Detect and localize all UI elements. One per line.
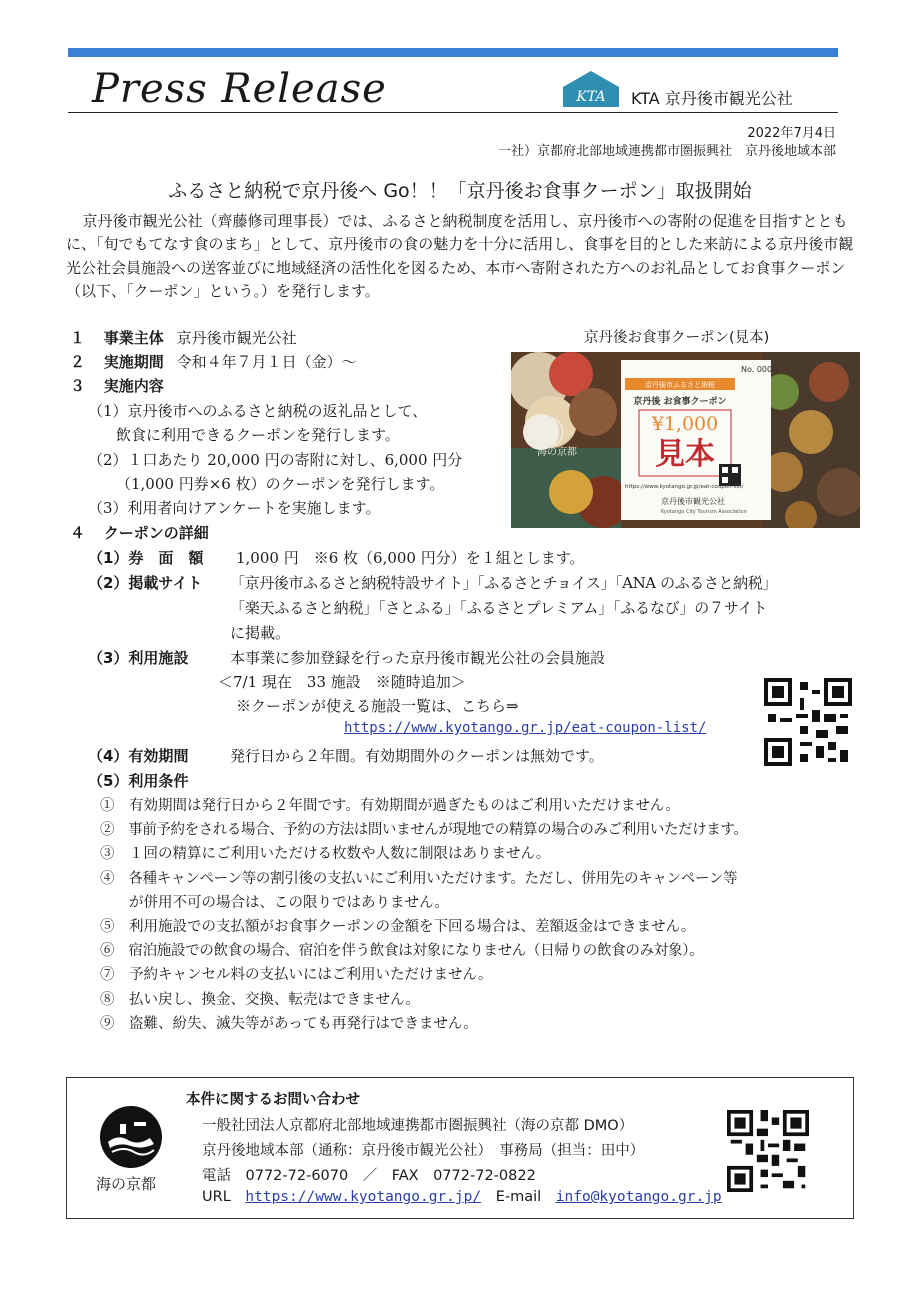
detail-5-label: （5）利用条件 [88,772,189,790]
contact-line-2: 京丹後地域本部（通称：京丹後市観光公社） 事務局（担当：田中） [202,1143,645,1159]
header-divider [68,112,838,113]
organization-name: KTA 京丹後市観光公社 [631,89,793,108]
headline: ふるさと納税で京丹後へ Go！！「京丹後お食事クーポン」取扱開始 [168,180,752,202]
coupon-band: 京丹後市ふるさと納税 [645,381,715,389]
email-link[interactable]: info@kyotango.gr.jp [555,1189,722,1205]
coupon-number: No. 0000 [741,365,778,374]
section-1-number: １ [70,329,86,347]
contact-qr-code[interactable] [727,1110,809,1192]
section-2-number: ２ [70,353,86,371]
detail-2-label: （2）掲載サイト [88,574,203,592]
coupon-mihon: 見本 [655,437,715,472]
section-3-item-3: （3）利用者向けアンケートを実施します。 [88,499,381,517]
facility-list-link[interactable]: https://www.kyotango.gr.jp/eat-coupon-list/ [344,720,707,736]
section-3-item-2b: （1,000 円券×6 枚）のクーポンを発行します。 [116,475,445,493]
condition-item: ② 事前予約をされる場合、予約の方法は問いませんが現地での精算の場合のみご利用いただけます。 [100,822,748,839]
section-2-value: 令和４年７月１日（金）～ [176,353,357,371]
detail-1-label: （1）券 面 額 [88,549,204,567]
coupon-sample-image [511,352,860,528]
section-1-value: 京丹後市観光公社 [176,329,297,347]
contact-line-4 [202,1189,722,1205]
condition-item: ⑦ 予約キャンセル料の支払いにはご利用いただけません。 [100,967,493,984]
kta-logo-text: KTA [576,89,606,105]
coupon-org-ja: 京丹後市観光公社 [661,497,725,506]
condition-item: ④ 各種キャンペーン等の割引後の支払いにご利用いただけます。ただし、併用先のキャンペーン等 [100,870,738,887]
umi-no-kyoto-logo [98,1104,164,1170]
contact-line-3: 電話 0772-72-6070 ／ FAX 0772-72-0822 [202,1168,536,1184]
coupon-url: https://www.kyotango.gr.jp/eat-coupon-list/ [625,484,744,490]
release-date: 2022年7月4日 [747,126,836,141]
contact-title: 本件に関するお問い合わせ [186,1092,360,1108]
condition-item: ① 有効期間は発行日から２年間です。有効期間が過ぎたものはご利用いただけません。 [100,798,680,814]
section-3-item-2a: （2）１口あたり 20,000 円の寄附に対し、6,000 円分 [88,451,463,469]
coupon-org-en: Kyotango City Tourism Association [661,509,747,515]
section-1 [70,327,297,348]
section-1-label: 事業主体 [103,329,164,347]
coupon-amount: ¥1,000 [651,413,719,435]
conditions-list [100,794,747,1036]
detail-2-line-b: 「楽天ふるさと納税」「さとふる」「ふるさとプレミアム」「ふるなび」の７サイト [230,599,768,617]
website-link[interactable]: https://www.kyotango.gr.jp/ [245,1189,482,1205]
coupon-caption: 京丹後お食事クーポン(見本) [584,330,770,346]
section-4 [70,522,209,543]
detail-3-line-b: ＜7/1 現在 33 施設 ※随時追加＞ [218,673,466,691]
coupon-title: 京丹後 お食事クーポン [633,397,727,407]
condition-item: ⑧ 払い戻し、換金、交換、転売はできません。 [100,991,420,1008]
press-release-title: Press Release [92,66,387,112]
kta-logo [562,70,620,108]
intro-paragraph: 京丹後市観光公社（齊藤修司理事長）では、ふるさと納税制度を活用し、京丹後市への寄附の促進を目指すとともに、「旬でもてなす食のまち」として、京丹後市の食の魅力を十分に活用し、食事を目的とした来訪による京丹後市観光公社会員施設への送客並びに地域経済の活性化を図るため、本市へ寄附された方へのお礼品としてお食事クーポン（以下、「クーポン」という。）を発行します。 [66,212,854,300]
section-3-label: 実施内容 [103,377,164,395]
detail-4-label: （4）有効期間 [88,747,189,765]
section-4-number: ４ [70,524,86,542]
detail-1-value: 1,000 円 ※6 枚（6,000 円分）を１組とします。 [236,549,585,567]
condition-item: ⑤ 利用施設での支払額がお食事クーポンの金額を下回る場合は、差額返金はできません。 [100,919,696,936]
detail-4-value: 発行日から２年間。有効期間外のクーポンは無効です。 [230,747,604,765]
detail-2-line-c: に掲載。 [230,624,291,642]
coupon-stamp-text: 海の京都 [537,447,577,458]
condition-item: ⑥ 宿泊施設での飲食の場合、宿泊を伴う飲食は対象になりません（日帰りの飲食のみ対象）。 [100,943,704,960]
detail-3-line-a: 本事業に参加登録を行った京丹後市観光公社の会員施設 [230,649,606,667]
section-2-label: 実施期間 [103,353,164,371]
email-label: E-mail [495,1189,542,1205]
umi-no-kyoto-logo-text: 海の京都 [96,1175,157,1193]
section-3-number: ３ [70,377,86,395]
section-4-label: クーポンの詳細 [103,524,209,542]
condition-item: が併用不可の場合は、この限りではありません。 [100,894,449,911]
condition-item: ⑨ 盗難、紛失、滅失等があっても再発行はできません。 [100,1015,478,1032]
section-3-item-1a: （1）京丹後市へのふるさと納税の返礼品として、 [88,402,428,420]
top-accent-bar [68,48,838,57]
contact-line-1: 一般社団法人京都府北部地域連携都市圏振興社（海の京都 DMO） [202,1118,634,1134]
section-3 [70,375,164,396]
issuer-line: 一社）京都府北部地域連携都市圏振興社 京丹後地域本部 [497,144,836,159]
section-2 [70,351,357,372]
detail-2-line-a: 「京丹後市ふるさと納税特設サイト」「ふるさとチョイス」「ANA のふるさと納税」 [230,574,777,592]
detail-3-label: （3）利用施設 [88,649,189,667]
facility-list-qr-code[interactable] [764,678,852,766]
detail-3-line-c: ※クーポンが使える施設一覧は、こちら⇒ [236,697,519,715]
condition-item: ③ １回の精算にご利用いただける枚数や人数に制限はありません。 [100,846,551,863]
section-3-item-1b: 飲食に利用できるクーポンを発行します。 [116,426,400,444]
url-label: URL [202,1189,231,1205]
